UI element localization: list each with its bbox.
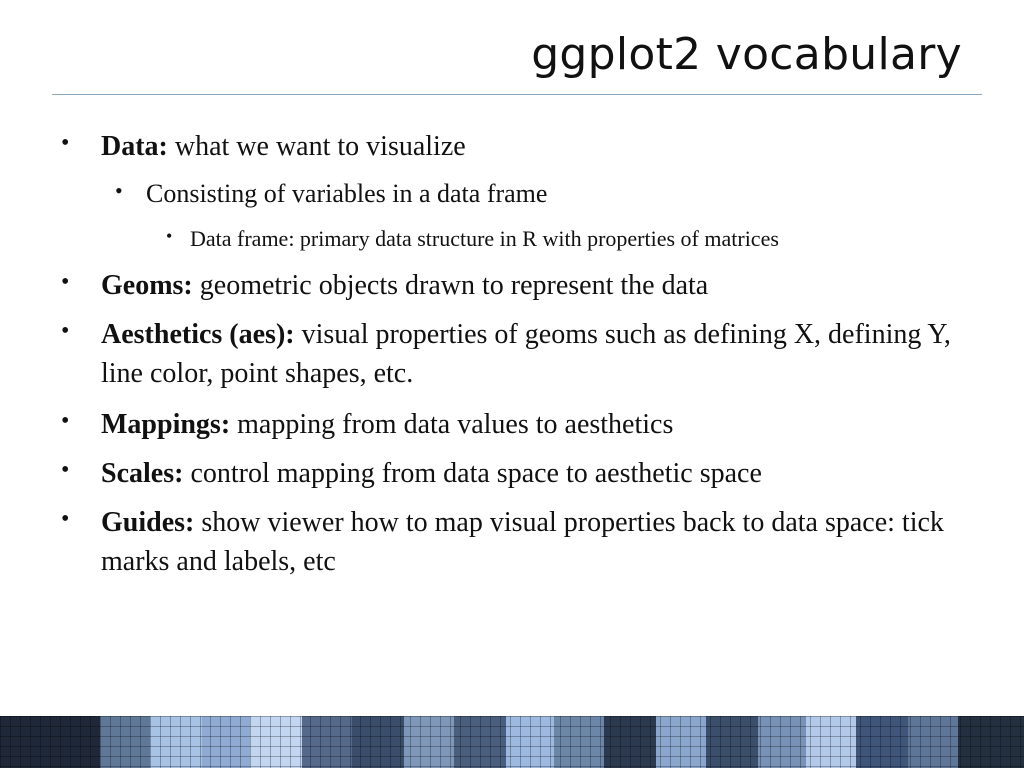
bullet-dot: • — [61, 130, 70, 156]
footer-decorative-band — [0, 716, 1024, 768]
bullet-text: what we want to visualize — [167, 131, 466, 162]
bullet-dot: • — [61, 408, 70, 434]
bullet-term: Guides: — [101, 507, 195, 538]
bullet-dot: • — [166, 226, 173, 246]
bullet-aesthetics — [61, 315, 981, 393]
bullet-text: control mapping from data space to aesthetic space — [183, 458, 762, 489]
bullet-term: Scales: — [101, 458, 184, 489]
bullet-term: Mappings: — [101, 409, 231, 440]
slide-title: ggplot2 vocabulary — [531, 29, 962, 80]
bullet-text: show viewer how to map visual properties back to data space: tick marks and labels, etc — [101, 507, 944, 578]
bullet-dot: • — [61, 318, 70, 344]
sub-sub-bullet-data-frame — [166, 224, 980, 255]
bullet-mappings — [61, 405, 981, 444]
bullet-term: Data: — [101, 131, 168, 162]
bullet-dot: • — [61, 457, 70, 483]
sub-bullet-variables — [115, 176, 976, 212]
bullet-dot: • — [61, 269, 70, 295]
bullet-scales — [61, 454, 981, 493]
bullet-text: Consisting of variables in a data frame — [146, 179, 548, 208]
bullet-text: mapping from data values to aesthetics — [230, 409, 674, 440]
bullet-text: geometric objects drawn to represent the data — [192, 270, 709, 301]
bullet-term: Aesthetics (aes): — [101, 319, 295, 350]
bullet-dot: • — [115, 178, 123, 203]
bullet-text: Data frame: primary data structure in R with properties of matrices — [190, 226, 779, 251]
bullet-geoms — [61, 266, 981, 305]
bullet-text: visual properties of geoms such as defining X, defining Y, line color, point shapes, etc. — [101, 319, 951, 390]
title-divider — [52, 94, 982, 95]
bullet-data — [61, 127, 981, 166]
bullet-dot: • — [61, 506, 70, 532]
bullet-term: Geoms: — [101, 270, 193, 301]
bullet-guides — [61, 503, 981, 581]
